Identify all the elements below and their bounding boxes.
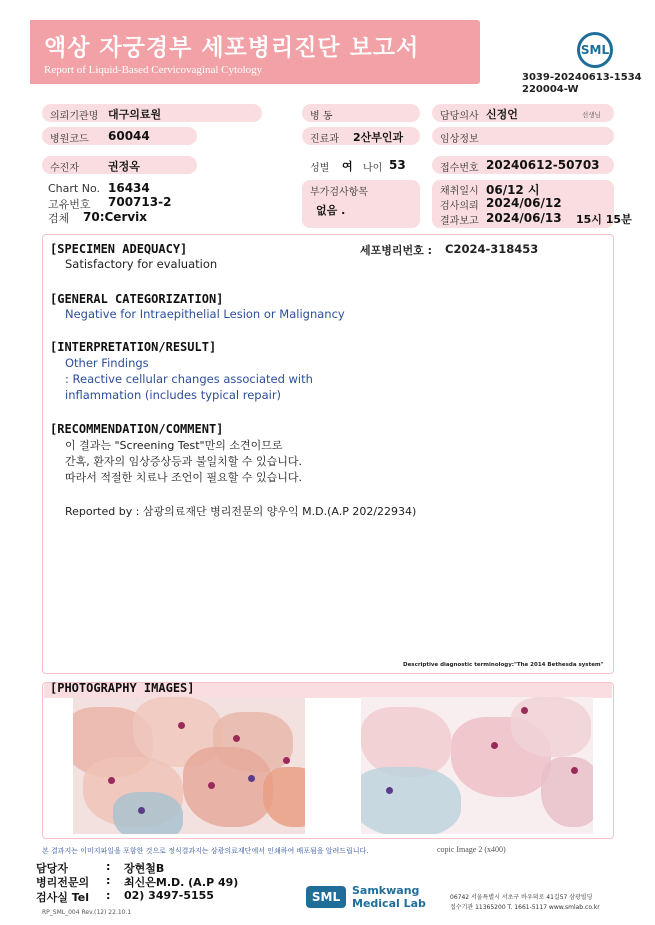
- tel-label: 검사실 Tel: [36, 891, 89, 904]
- report-title: 액상 자궁경부 세포병리진단 보고서: [44, 35, 420, 61]
- tel-value: 02) 3497-5155: [124, 889, 214, 902]
- terminology-note: Descriptive diagnostic terminology:"The 2014 Bethesda system": [403, 662, 604, 668]
- request-date-value: 2024/06/12: [486, 196, 562, 210]
- dept-label: 진료과: [310, 134, 339, 145]
- company-name: [352, 884, 426, 910]
- patient-value: 권정옥: [108, 160, 140, 173]
- staff-label: 담당자: [36, 862, 68, 875]
- microscopic-image-1: [73, 697, 305, 834]
- chart-no-value: 16434: [108, 181, 150, 195]
- report-date-label: 결과보고: [440, 216, 479, 227]
- general-text: Negative for Intraepithelial Lesion or Malignancy: [65, 307, 345, 321]
- document-number-line1: 3039-20240613-1534: [522, 72, 642, 83]
- staff-colon: :: [106, 860, 111, 873]
- institution-value: 대구의료원: [108, 108, 162, 121]
- age-value: 53: [389, 158, 406, 172]
- pathologist-colon: :: [106, 874, 111, 887]
- doctor-suffix: 선생님: [582, 111, 601, 119]
- microscopic-image-2: [361, 697, 593, 834]
- dept-value: 2산부인과: [353, 131, 404, 144]
- collection-date-label: 채취일시: [440, 186, 479, 197]
- ward-label: 병 동: [310, 111, 333, 122]
- rec-line3: 따라서 적절한 치료나 조언이 필요할 수 있습니다.: [65, 471, 302, 484]
- document-number-line2: 220004-W: [522, 84, 579, 95]
- additional-test-value: 없음 .: [316, 204, 346, 217]
- receipt-no-value: 20240612-50703: [486, 158, 600, 172]
- report-subtitle: Report of Liquid-Based Cervicovaginal Cytology: [44, 64, 263, 76]
- interp-line1: Other Findings: [65, 356, 149, 370]
- request-date-label: 검사의뢰: [440, 201, 479, 212]
- samkwang-logo: SML: [306, 886, 346, 908]
- rec-title: [RECOMMENDATION/COMMENT]: [50, 422, 224, 436]
- hospital-code-value: 60044: [108, 129, 150, 143]
- doctor-label: 담당의사: [440, 111, 479, 122]
- sex-label: 성별: [310, 163, 330, 174]
- chart-no-label: Chart No.: [48, 182, 100, 195]
- unique-no-label: 고유번호: [48, 198, 91, 211]
- form-code: RP_SML_004 Rev.(12) 22.10.1: [42, 909, 132, 916]
- photo-notice: 본 결과지는 이미지파일을 포함한 것으로 정식결과지는 삼광의료재단에서 인쇄하여 배포됨을 알려드립니다.: [42, 847, 369, 855]
- report-date-value: 2024/06/13: [486, 211, 562, 225]
- hospital-code-label: 병원코드: [50, 134, 89, 145]
- company-name-line2: Medical Lab: [352, 897, 426, 910]
- doctor-value: 신정언: [486, 108, 518, 121]
- specimen-label: 검체: [48, 212, 70, 225]
- age-label: 나이: [363, 163, 383, 174]
- document-number: [522, 72, 642, 96]
- sex-value: 여: [342, 160, 353, 173]
- pathologist-value: 최신은M.D. (A.P 49): [124, 876, 239, 889]
- reported-by: Reported by : 삼광의료재단 병리전문의 양우익 M.D.(A.P 202/22934): [65, 505, 417, 518]
- clinical-info-label: 임상정보: [440, 134, 479, 145]
- additional-test-label: 부가검사항목: [310, 187, 368, 198]
- patient-label: 수진자: [50, 163, 79, 174]
- unique-no-value: 700713-2: [108, 195, 172, 209]
- interp-line2: : Reactive cellular changes associated with: [65, 372, 313, 386]
- staff-value: 장현철B: [124, 862, 165, 875]
- institution-label: 의뢰기관명: [50, 111, 99, 122]
- interp-line3: inflammation (includes typical repair): [65, 388, 282, 402]
- address-line1: 06742 서울특별시 서초구 바우뫼로 41길57 삼광빌딩: [450, 894, 593, 901]
- company-address: [450, 893, 600, 913]
- rec-line1: 이 결과는 "Screening Test"만의 소견이므로: [65, 439, 283, 452]
- sml-logo: SML: [577, 32, 613, 68]
- specimen-value: 70:Cervix: [83, 210, 148, 224]
- pathologist-label: 병리전문의: [36, 876, 90, 889]
- collection-date-value: 06/12 시: [486, 183, 540, 197]
- rec-line2: 간혹, 환자의 임상증상등과 불일치할 수 있습니다.: [65, 455, 302, 468]
- adequacy-title: [SPECIMEN ADEQUACY]: [50, 242, 188, 256]
- receipt-no-label: 접수번호: [440, 163, 479, 174]
- general-title: [GENERAL CATEGORIZATION]: [50, 292, 224, 306]
- interp-title: [INTERPRETATION/RESULT]: [50, 340, 217, 354]
- photo-title: [PHOTOGRAPHY IMAGES]: [50, 681, 195, 695]
- photo-caption-2: copic Image 2 (x400): [437, 845, 506, 854]
- report-time-value: 15시 15분: [576, 213, 632, 226]
- company-name-line1: Samkwang: [352, 884, 420, 897]
- address-line2: 접수기관 11365200 T. 1661-5117 www.smlab.co.kr: [450, 904, 600, 911]
- tel-colon: :: [106, 889, 111, 902]
- cyto-no-value: C2024-318453: [445, 242, 539, 256]
- cyto-no-label: 세포병리번호 :: [360, 244, 432, 257]
- adequacy-text: Satisfactory for evaluation: [65, 257, 218, 271]
